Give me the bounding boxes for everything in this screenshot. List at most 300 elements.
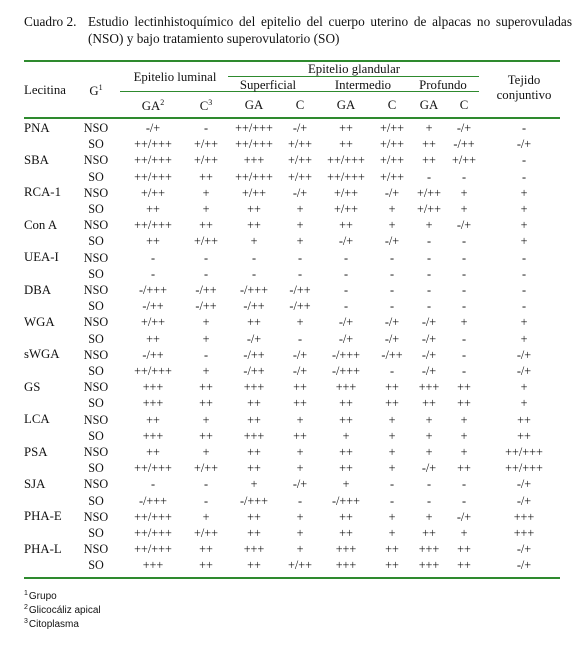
cell-intermedio-ga: ++ — [339, 412, 353, 427]
cell-tejido-conjuntivo: + — [520, 380, 528, 395]
cell-intermedio-c: - — [389, 283, 395, 297]
cell-intermedio-ga: - — [343, 283, 349, 297]
cell-intermedio-ga: ++ — [339, 461, 353, 476]
cell-profundo-c: - — [461, 234, 467, 249]
cell-grupo: SO — [88, 364, 104, 378]
cell-tejido-conjuntivo: -/+ — [516, 347, 532, 362]
cell-profundo-c: + — [460, 445, 468, 459]
cell-luminal-c: + — [202, 364, 210, 378]
lectin-label: SJA — [24, 476, 46, 491]
cell-luminal-ga: ++/+++ — [134, 461, 172, 476]
cell-superficial-ga: ++ — [247, 526, 261, 540]
cell-grupo: NSO — [83, 153, 109, 168]
cell-intermedio-ga: ++/+++ — [327, 169, 365, 184]
cell-luminal-ga: ++/+++ — [134, 218, 172, 233]
cell-intermedio-c: -/+ — [384, 185, 400, 200]
cell-intermedio-c: - — [389, 299, 395, 314]
cell-tejido-conjuntivo: + — [520, 396, 528, 411]
footnote-3: $^3$Citoplasma — [24, 618, 79, 630]
cell-luminal-ga: - — [150, 250, 156, 265]
cell-intermedio-ga: -/+++ — [331, 493, 361, 508]
cell-intermedio-c: - — [389, 477, 395, 492]
cell-superficial-c: + — [296, 542, 304, 557]
cell-superficial-ga: ++ — [247, 202, 261, 216]
cell-profundo-c: + — [460, 202, 468, 216]
cell-luminal-c: +/++ — [193, 153, 219, 168]
cell-intermedio-c: + — [388, 412, 396, 427]
cell-profundo-c: - — [461, 250, 467, 265]
cell-luminal-c: - — [203, 493, 209, 508]
lectin-label: RCA-1 — [24, 185, 61, 200]
cell-superficial-ga: ++/+++ — [235, 137, 273, 152]
cell-superficial-c: + — [296, 412, 304, 427]
cell-grupo: SO — [88, 526, 104, 540]
cell-superficial-c: -/++ — [289, 283, 311, 297]
cell-profundo-ga: +/++ — [416, 185, 442, 200]
cell-superficial-c: + — [296, 445, 304, 459]
cell-tejido-conjuntivo: -/+ — [516, 558, 532, 573]
caption-label: Cuadro 2. — [24, 14, 77, 29]
lectin-label: WGA — [24, 314, 55, 329]
cell-profundo-ga: -/+ — [421, 315, 437, 330]
cell-superficial-c: + — [296, 234, 304, 249]
cell-superficial-c: + — [296, 509, 304, 524]
cell-luminal-c: - — [203, 250, 209, 265]
cell-superficial-c: -/+ — [292, 364, 308, 378]
cell-tejido-conjuntivo: -/+ — [516, 137, 532, 152]
cell-superficial-ga: ++ — [247, 396, 261, 411]
cell-intermedio-ga: ++ — [339, 509, 353, 524]
cell-luminal-c: +/++ — [193, 234, 219, 249]
cell-luminal-ga: ++/+++ — [134, 153, 172, 168]
cell-superficial-ga: ++/+++ — [235, 169, 273, 184]
cell-intermedio-ga: -/+++ — [331, 364, 361, 378]
cell-intermedio-ga: -/+ — [338, 315, 354, 330]
cell-profundo-ga: ++ — [422, 137, 436, 152]
cell-superficial-c: ++ — [293, 396, 307, 411]
cell-tejido-conjuntivo: + — [520, 218, 528, 233]
cell-superficial-c: ++ — [293, 380, 307, 395]
footnote-1: $^1$Grupo — [24, 590, 57, 602]
lectin-label: PHA-L — [24, 541, 62, 556]
cell-intermedio-c: + — [388, 218, 396, 233]
cell-profundo-ga: +++ — [418, 380, 440, 395]
cell-profundo-c: -/++ — [453, 137, 475, 152]
cell-luminal-c: +/++ — [193, 461, 219, 476]
cell-profundo-ga: +++ — [418, 558, 440, 573]
cell-grupo: NSO — [83, 347, 109, 362]
cell-luminal-ga: ++ — [146, 234, 160, 249]
cell-profundo-ga: + — [425, 121, 433, 135]
cell-luminal-ga: +++ — [142, 558, 164, 573]
cell-tejido-conjuntivo: - — [521, 266, 527, 281]
cell-tejido-conjuntivo: -/+ — [516, 493, 532, 508]
cell-profundo-c: - — [461, 493, 467, 508]
cell-luminal-c: ++ — [199, 169, 213, 184]
header-superficial-ga: GA — [244, 98, 264, 112]
lectin-label: SBA — [24, 152, 49, 167]
cell-tejido-conjuntivo: - — [521, 283, 527, 297]
cell-tejido-conjuntivo: - — [521, 153, 527, 168]
cell-intermedio-c: -/+ — [384, 234, 400, 249]
cell-superficial-c: +/++ — [287, 137, 313, 152]
cell-superficial-c: -/+ — [292, 185, 308, 200]
cell-profundo-c: ++ — [457, 380, 471, 395]
cell-profundo-ga: ++ — [422, 396, 436, 411]
header-profundo-ga: GA — [419, 98, 439, 112]
cell-luminal-ga: ++/+++ — [134, 526, 172, 540]
cell-profundo-c: + — [460, 526, 468, 540]
cell-profundo-ga: -/+ — [421, 461, 437, 476]
header-epitelio-luminal: Epitelio luminal — [133, 70, 217, 84]
cell-grupo: SO — [88, 299, 104, 314]
cell-profundo-ga: ++ — [422, 153, 436, 168]
cell-superficial-c: - — [297, 266, 303, 281]
cell-intermedio-c: ++ — [385, 380, 399, 395]
cell-luminal-c: ++ — [199, 396, 213, 411]
cell-tejido-conjuntivo: ++ — [517, 428, 531, 443]
cell-tejido-conjuntivo: - — [521, 250, 527, 265]
cell-intermedio-ga: ++ — [339, 445, 353, 459]
cell-profundo-c: ++ — [457, 558, 471, 573]
cell-intermedio-ga: + — [342, 477, 350, 492]
cell-superficial-c: - — [297, 250, 303, 265]
cell-profundo-ga: - — [426, 266, 432, 281]
cell-grupo: NSO — [83, 445, 109, 459]
lectin-label: GS — [24, 379, 41, 394]
cell-tejido-conjuntivo: ++ — [517, 412, 531, 427]
cell-luminal-ga: -/++ — [142, 347, 164, 362]
cell-profundo-c: -/+ — [456, 509, 472, 524]
cell-superficial-ga: - — [251, 250, 257, 265]
cell-luminal-ga: - — [150, 266, 156, 281]
cell-intermedio-ga: +++ — [335, 558, 357, 573]
cell-luminal-c: - — [203, 121, 209, 135]
cell-profundo-ga: + — [425, 509, 433, 524]
cell-tejido-conjuntivo: -/+ — [516, 477, 532, 492]
cell-profundo-ga: - — [426, 283, 432, 297]
cell-profundo-ga: - — [426, 250, 432, 265]
lectin-label: Con A — [24, 217, 58, 232]
cell-luminal-c: + — [202, 315, 210, 330]
cell-grupo: NSO — [83, 283, 109, 297]
cell-profundo-c: - — [461, 283, 467, 297]
cell-grupo: NSO — [83, 509, 109, 524]
cell-tejido-conjuntivo: +++ — [513, 526, 535, 540]
cell-intermedio-ga: ++/+++ — [327, 153, 365, 168]
header-profundo-c: C — [459, 98, 469, 112]
cell-luminal-c: + — [202, 412, 210, 427]
cell-grupo: SO — [88, 396, 104, 411]
cell-profundo-c: - — [461, 477, 467, 492]
cell-superficial-ga: -/++ — [243, 299, 265, 314]
cell-intermedio-ga: ++ — [339, 121, 353, 135]
cell-luminal-ga: - — [150, 477, 156, 492]
cell-intermedio-ga: ++ — [339, 137, 353, 152]
cell-profundo-ga: + — [425, 412, 433, 427]
cell-profundo-c: ++ — [457, 461, 471, 476]
cell-profundo-c: + — [460, 428, 468, 443]
cell-tejido-conjuntivo: + — [520, 315, 528, 330]
cell-profundo-c: -/+ — [456, 121, 472, 135]
cell-luminal-ga: -/+++ — [138, 493, 168, 508]
cell-tejido-conjuntivo: +++ — [513, 509, 535, 524]
cell-superficial-c: +/++ — [287, 558, 313, 573]
bottom-rule — [24, 577, 560, 579]
cell-luminal-ga: ++ — [146, 412, 160, 427]
header-rule — [24, 117, 560, 119]
cell-luminal-c: ++ — [199, 428, 213, 443]
cell-profundo-ga: - — [426, 477, 432, 492]
cell-intermedio-ga: ++ — [339, 396, 353, 411]
cell-tejido-conjuntivo: - — [521, 169, 527, 184]
cell-intermedio-ga: ++ — [339, 218, 353, 233]
cell-intermedio-c: + — [388, 526, 396, 540]
footnote-2: $^2$Glicocáliz apical — [24, 604, 101, 616]
cell-superficial-ga: ++ — [247, 445, 261, 459]
cell-superficial-ga: ++ — [247, 315, 261, 330]
cell-luminal-c: + — [202, 331, 210, 346]
cell-grupo: NSO — [83, 542, 109, 557]
cell-intermedio-c: +/++ — [379, 153, 405, 168]
cell-intermedio-c: + — [388, 509, 396, 524]
cell-luminal-ga: +/++ — [140, 185, 166, 200]
cell-grupo: SO — [88, 558, 104, 573]
cell-intermedio-ga: +/++ — [333, 185, 359, 200]
cell-superficial-ga: -/+ — [246, 331, 262, 346]
cell-luminal-c: - — [203, 347, 209, 362]
cell-intermedio-c: - — [389, 493, 395, 508]
cell-intermedio-c: + — [388, 445, 396, 459]
cell-superficial-ga: +++ — [243, 428, 265, 443]
cell-profundo-ga: -/+ — [421, 331, 437, 346]
cell-luminal-ga: ++/+++ — [134, 137, 172, 152]
cell-superficial-ga: -/+++ — [239, 493, 269, 508]
cell-intermedio-c: ++ — [385, 542, 399, 557]
cell-profundo-ga: + — [425, 218, 433, 233]
cell-luminal-c: - — [203, 266, 209, 281]
cell-tejido-conjuntivo: + — [520, 185, 528, 200]
cell-luminal-c: ++ — [199, 558, 213, 573]
cell-grupo: SO — [88, 234, 104, 249]
cell-grupo: NSO — [83, 412, 109, 427]
cell-grupo: NSO — [83, 380, 109, 395]
cell-luminal-ga: +++ — [142, 396, 164, 411]
cell-luminal-ga: ++ — [146, 331, 160, 346]
cell-intermedio-ga: +++ — [335, 542, 357, 557]
cell-profundo-c: ++ — [457, 396, 471, 411]
cell-superficial-ga: ++ — [247, 218, 261, 233]
cell-profundo-ga: - — [426, 169, 432, 184]
cell-profundo-c: + — [460, 185, 468, 200]
cell-superficial-c: + — [296, 315, 304, 330]
cell-superficial-c: ++ — [293, 428, 307, 443]
cell-tejido-conjuntivo: + — [520, 234, 528, 249]
cell-luminal-c: ++ — [199, 218, 213, 233]
lectin-label: PHA-E — [24, 509, 62, 524]
cell-intermedio-ga: - — [343, 266, 349, 281]
cell-superficial-ga: +++ — [243, 153, 265, 168]
cell-luminal-c: -/++ — [195, 299, 217, 314]
cell-tejido-conjuntivo: ++/+++ — [505, 445, 543, 459]
cell-superficial-ga: -/++ — [243, 364, 265, 378]
cell-intermedio-c: - — [389, 364, 395, 378]
cell-intermedio-ga: -/+++ — [331, 347, 361, 362]
cell-intermedio-c: + — [388, 461, 396, 476]
cell-superficial-c: - — [297, 331, 303, 346]
cell-profundo-c: - — [461, 347, 467, 362]
cell-luminal-c: +/++ — [193, 137, 219, 152]
cell-luminal-ga: +++ — [142, 428, 164, 443]
cell-grupo: SO — [88, 266, 104, 281]
cell-intermedio-c: - — [389, 266, 395, 281]
cell-intermedio-c: -/+ — [384, 331, 400, 346]
top-rule — [24, 60, 560, 62]
cell-intermedio-c: +/++ — [379, 169, 405, 184]
cell-profundo-ga: + — [425, 445, 433, 459]
cell-tejido-conjuntivo: - — [521, 299, 527, 314]
header-intermedio: Intermedio — [334, 78, 392, 92]
cell-profundo-c: + — [460, 412, 468, 427]
cell-intermedio-c: +/++ — [379, 121, 405, 135]
cell-grupo: NSO — [83, 218, 109, 233]
cell-superficial-c: + — [296, 526, 304, 540]
cell-grupo: NSO — [83, 121, 109, 135]
cell-luminal-c: ++ — [199, 380, 213, 395]
cell-luminal-ga: +++ — [142, 380, 164, 395]
cell-profundo-ga: -/+ — [421, 347, 437, 362]
cell-profundo-c: -/+ — [456, 218, 472, 233]
cell-grupo: SO — [88, 428, 104, 443]
cell-intermedio-ga: -/+ — [338, 331, 354, 346]
cell-grupo: SO — [88, 137, 104, 152]
header-intermedio-ga: GA — [336, 98, 356, 112]
cell-intermedio-c: - — [389, 250, 395, 265]
cell-superficial-ga: -/++ — [243, 347, 265, 362]
cell-superficial-c: +/++ — [287, 153, 313, 168]
header-conjuntivo: conjuntivo — [496, 88, 552, 102]
cell-intermedio-c: -/+ — [384, 315, 400, 330]
cell-grupo: NSO — [83, 250, 109, 265]
footnotes — [24, 588, 101, 630]
cell-grupo: SO — [88, 493, 104, 508]
cell-superficial-ga: -/+++ — [239, 283, 269, 297]
table-caption — [24, 13, 572, 47]
cell-superficial-ga: ++ — [247, 461, 261, 476]
cell-profundo-c: ++ — [457, 542, 471, 557]
header-intermedio-c: C — [387, 98, 397, 112]
cell-grupo: SO — [88, 331, 104, 346]
cell-luminal-ga: ++ — [146, 445, 160, 459]
cell-superficial-ga: ++ — [247, 509, 261, 524]
cell-intermedio-ga: - — [343, 299, 349, 314]
lectin-label: DBA — [24, 282, 52, 297]
cell-superficial-ga: + — [250, 234, 258, 249]
cell-superficial-ga: ++ — [247, 412, 261, 427]
cell-superficial-ga: + — [250, 477, 258, 492]
cell-intermedio-ga: + — [342, 428, 350, 443]
cell-grupo: SO — [88, 461, 104, 476]
cell-superficial-c: -/+ — [292, 121, 308, 135]
cell-luminal-ga: ++/+++ — [134, 542, 172, 557]
cell-intermedio-c: + — [388, 202, 396, 216]
lectin-label: PSA — [24, 444, 48, 459]
cell-luminal-ga: -/++ — [142, 299, 164, 314]
cell-intermedio-ga: - — [343, 250, 349, 265]
header-superficial: Superficial — [239, 78, 297, 92]
cell-grupo: SO — [88, 202, 104, 216]
cell-tejido-conjuntivo: -/+ — [516, 364, 532, 378]
cell-luminal-ga: ++/+++ — [134, 509, 172, 524]
cell-superficial-ga: ++/+++ — [235, 121, 273, 135]
cell-luminal-c: + — [202, 509, 210, 524]
cell-tejido-conjuntivo: ++/+++ — [505, 461, 543, 476]
cell-superficial-ga: +/++ — [241, 185, 267, 200]
cell-intermedio-c: + — [388, 428, 396, 443]
cell-superficial-c: - — [297, 493, 303, 508]
header-superficial-c: C — [295, 98, 305, 112]
cell-tejido-conjuntivo: -/+ — [516, 542, 532, 557]
header-lecitina: Lecitina — [24, 83, 66, 97]
cell-superficial-ga: ++ — [247, 558, 261, 573]
header-luminal-ga: $GA^2$ — [141, 98, 165, 113]
cell-luminal-c: + — [202, 445, 210, 459]
cell-luminal-c: +/++ — [193, 526, 219, 540]
cell-profundo-c: +/++ — [451, 153, 477, 168]
cell-profundo-c: - — [461, 364, 467, 378]
cell-profundo-ga: - — [426, 299, 432, 314]
cell-intermedio-c: ++ — [385, 558, 399, 573]
cell-profundo-c: - — [461, 299, 467, 314]
cell-superficial-c: + — [296, 218, 304, 233]
cell-profundo-ga: - — [426, 493, 432, 508]
cell-profundo-ga: - — [426, 234, 432, 249]
lectin-label: LCA — [24, 412, 50, 427]
lectin-label: PNA — [24, 120, 50, 135]
cell-luminal-c: - — [203, 477, 209, 492]
header-luminal-c: $C^3$ — [199, 98, 213, 113]
header-epitelio-glandular: Epitelio glandular — [307, 62, 401, 76]
cell-profundo-c: - — [461, 266, 467, 281]
header-profundo: Profundo — [419, 78, 467, 92]
cell-intermedio-ga: +++ — [335, 380, 357, 395]
cell-profundo-ga: + — [425, 428, 433, 443]
lectin-label: sWGA — [24, 347, 60, 362]
cell-profundo-c: - — [461, 169, 467, 184]
cell-profundo-c: - — [461, 331, 467, 346]
caption-text: Estudio lectinhistoquímico del epitelio del cuerpo uterino de alpacas no superovuladas (NSO) y bajo tratamiento superovulatorio (SO) — [88, 14, 572, 46]
cell-tejido-conjuntivo: + — [520, 202, 528, 216]
cell-superficial-c: + — [296, 202, 304, 216]
cell-intermedio-ga: ++ — [339, 526, 353, 540]
cell-superficial-c: + — [296, 461, 304, 476]
cell-profundo-ga: -/+ — [421, 364, 437, 378]
cell-profundo-ga: +/++ — [416, 202, 442, 216]
cell-luminal-ga: ++/+++ — [134, 364, 172, 378]
cell-superficial-ga: +++ — [243, 380, 265, 395]
cell-luminal-ga: +/++ — [140, 315, 166, 330]
header-grupo: $G^1$ — [89, 83, 103, 98]
cell-grupo: NSO — [83, 315, 109, 330]
cell-profundo-ga: +++ — [418, 542, 440, 557]
cell-superficial-c: -/+ — [292, 477, 308, 492]
cell-intermedio-c: +/++ — [379, 137, 405, 152]
cell-grupo: NSO — [83, 185, 109, 200]
cell-grupo: NSO — [83, 477, 109, 492]
cell-luminal-c: -/++ — [195, 283, 217, 297]
cell-grupo: SO — [88, 169, 104, 184]
cell-tejido-conjuntivo: - — [521, 121, 527, 135]
